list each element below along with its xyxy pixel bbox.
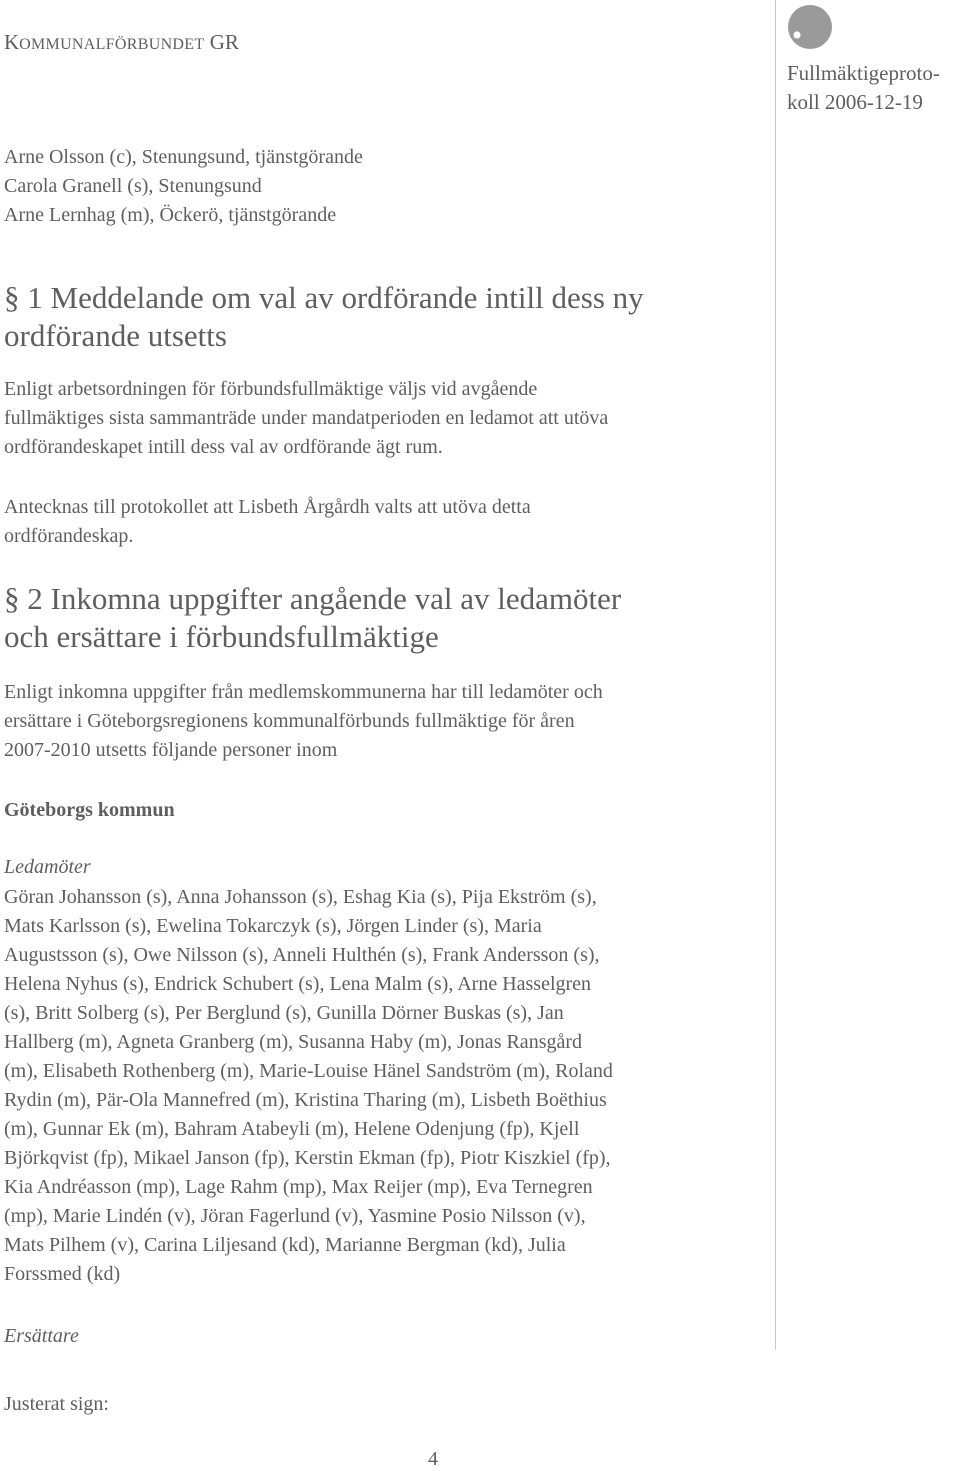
attendee-list: [4, 143, 363, 230]
attendee: Arne Lernhag (m), Öckerö, tjänstgörande: [4, 204, 337, 226]
section-2-paragraph: [4, 678, 603, 765]
section-1-paragraph: [4, 375, 608, 462]
heading-line: ordförande utsetts: [4, 318, 227, 353]
heading-line: § 1 Meddelande om val av ordförande intill dess ny: [4, 280, 644, 315]
members-label: Ledamöter: [4, 856, 91, 878]
text-line: ordförandeskap.: [4, 525, 134, 547]
org-name-rest: OMMUNALFÖRBUNDET: [19, 36, 205, 53]
attendee: Carola Granell (s), Stenungsund: [4, 175, 262, 197]
text-line: Mats Karlsson (s), Ewelina Tokarczyk (s), Jörgen Linder (s), Maria: [4, 915, 542, 937]
page-number: 4: [428, 1448, 438, 1470]
attendee: Arne Olsson (c), Stenungsund, tjänstgörande: [4, 146, 363, 168]
text-line: Mats Pilhem (v), Carina Liljesand (kd), Marianne Bergman (kd), Julia: [4, 1234, 566, 1256]
document-type: [787, 59, 957, 117]
text-line: ersättare i Göteborgsregionens kommunalförbunds fullmäktige för åren: [4, 710, 575, 732]
margin-rule-top: [775, 0, 776, 140]
text-line: Kia Andréasson (mp), Lage Rahm (mp), Max Reijer (mp), Eva Ternegren: [4, 1176, 593, 1198]
text-line: (m), Gunnar Ek (m), Bahram Atabeyli (m), Helene Odenjung (fp), Kjell: [4, 1118, 580, 1140]
section-2-heading: [4, 580, 621, 656]
text-line: ordförandeskapet intill dess val av ordförande ägt rum.: [4, 436, 443, 458]
members-list: [4, 883, 613, 1289]
text-line: (s), Britt Solberg (s), Per Berglund (s), Gunilla Dörner Buskas (s), Jan: [4, 1002, 564, 1024]
text-line: (m), Elisabeth Rothenberg (m), Marie-Louise Hänel Sandström (m), Roland: [4, 1060, 613, 1082]
text-line: Augustsson (s), Owe Nilsson (s), Anneli Hulthén (s), Frank Andersson (s),: [4, 944, 600, 966]
text-line: Antecknas till protokollet att Lisbeth Årgårdh valts att utöva detta: [4, 496, 531, 518]
section-1-heading: [4, 279, 644, 355]
text-line: Enligt inkomna uppgifter från medlemskommunerna har till ledamöter och: [4, 681, 603, 703]
text-line: Helena Nyhus (s), Endrick Schubert (s), Lena Malm (s), Arne Hasselgren: [4, 973, 592, 995]
text-line: Björkqvist (fp), Mikael Janson (fp), Kerstin Ekman (fp), Piotr Kiszkiel (fp),: [4, 1147, 611, 1169]
organization-name: [4, 30, 239, 55]
text-line: 2007-2010 utsetts följande personer inom: [4, 739, 338, 761]
document-type-line: Fullmäktigeproto-: [787, 61, 940, 85]
heading-line: och ersättare i förbundsfullmäktige: [4, 619, 439, 654]
substitutes-label: Ersättare: [4, 1325, 79, 1347]
document-date-line: koll 2006-12-19: [787, 90, 923, 114]
margin-rule: [775, 140, 776, 1350]
signature-label: Justerat sign:: [4, 1393, 109, 1415]
text-line: fullmäktiges sista sammanträde under mandatperioden en ledamot att utöva: [4, 407, 609, 429]
org-initial: K: [4, 30, 20, 54]
text-line: Enligt arbetsordningen för förbundsfullmäktige väljs vid avgående: [4, 378, 538, 400]
org-suffix: GR: [209, 30, 239, 54]
text-line: Rydin (m), Pär-Ola Mannefred (m), Kristina Tharing (m), Lisbeth Boëthius: [4, 1089, 607, 1111]
text-line: Hallberg (m), Agneta Granberg (m), Susanna Haby (m), Jonas Ransgård: [4, 1031, 583, 1053]
municipality-heading: Göteborgs kommun: [4, 799, 175, 821]
text-line: Forssmed (kd): [4, 1263, 121, 1285]
gr-logo-icon: [787, 4, 833, 50]
heading-line: § 2 Inkomna uppgifter angående val av ledamöter: [4, 581, 622, 616]
text-line: (mp), Marie Lindén (v), Jöran Fagerlund (v), Yasmine Posio Nilsson (v),: [4, 1205, 586, 1227]
text-line: Göran Johansson (s), Anna Johansson (s), Eshag Kia (s), Pija Ekström (s),: [4, 886, 597, 908]
section-1-decision: [4, 493, 531, 551]
